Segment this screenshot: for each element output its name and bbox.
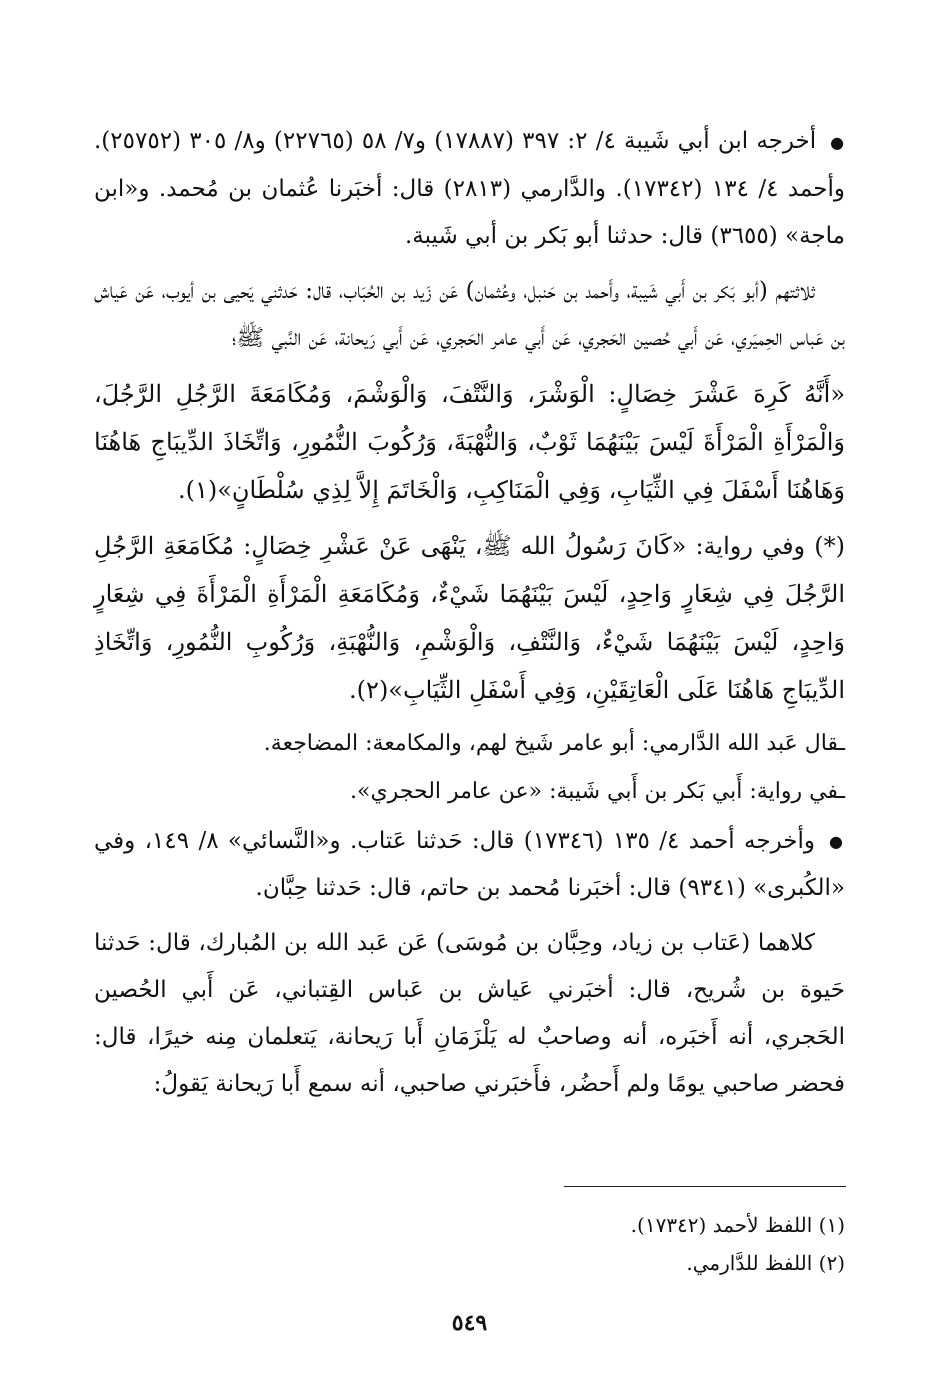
footnote-1: (١) اللفظ لأحمد (١٧٣٤٢). [630,1213,845,1237]
page-number: ٥٤٩ [451,1310,488,1336]
hadith-text-1: «أَنَّهُ كَرِهَ عَشْرَ خِصَالٍ: الْوَشْرَ، وَالنَّتْفَ، وَالْوَشْمَ، وَمُكَامَعَةَ الرَّجُلِ الرَّجُلَ، وَالْمَرْأَةِ الْمَرْأَةَ لَيْسَ بَيْنَهُمَا ثَوْبٌ، وَالنُّهْبَةَ، وَرُكُوبَ النُّمُورِ، وَاتِّخَاذَ الدِّيبَاجِ هَاهُنَا وَهَاهُنَا أَسْفَلَ فِي الثِّيَابِ، وَفِي الْمَنَاكِبِ، وَالْخَاتَمَ إِلاَّ لِذِي سُلْطَانٍ»(١). [94,379,845,504]
footnote-separator [564,1186,846,1187]
footnotes [94,1206,845,1282]
editor-note-1: ـ قال عَبد الله الدَّارمي: أبو عامر شَيخ لهم، والمكامعة: المضاجعة. [94,722,845,766]
editor-note-2: ـ في رواية: أَبي بَكر بن أَبي شَيبة: «عن عامر الحجري». [94,770,845,814]
footnote-2: (٢) اللفظ للدَّارمي. [686,1251,845,1275]
hadith-variant-text: (*) وفي رواية: «كَانَ رَسُولُ الله ﷺ، يَنْهَى عَنْ عَشْرِ خِصَالٍ: مُكَامَعَةِ الرَّجُلِ الرَّجُلَ فِي شِعَارٍ وَاحِدٍ، لَيْسَ بَيْنَهُمَا شَيْءٌ، وَمُكَامَعَةِ الْمَرْأَةِ الْمَرْأَةَ فِي شِعَارٍ وَاحِدٍ، لَيْسَ بَيْنَهُمَا شَيْءٌ، وَالنَّتْفِ، وَالْوَشْمِ، وَالنُّهْبَةِ، وَرُكُوبِ النُّمُورِ، وَاتِّخَاذِ الدِّيبَاجِ هَاهُنَا عَلَى الْعَاتِقَيْنِ، وَفِي أَسْفَلِ الثِّيَابِ»(٢). [94,531,845,704]
isnad-paragraph-2: كلاهما (عَتاب بن زياد، وحِبَّان بن مُوسَى) عَن عَبد الله بن المُبارك، قال: حَدثنا حَيوة بن شُريح، قال: أخبَرني عَياش بن عَباس القِتباني، عَن أَبي الحُصين الحَجري، أنه أَخبَره، أنه وصاحبٌ له يَلْزَمَانِ أَبا رَيحانة، يَتعلمان مِنه خيرًا، قال: فحضر صاحبي يومًا ولم أَحضُر، فأَخبَرني صاحبي، أنه سمع أَبا رَيحانة يَقولُ: [94,930,845,1097]
takhrij-paragraph-2: ● وأخرجه أحمد ٤/ ١٣٥ (١٧٣٤٦) قال: حَدثنا عَتاب. و«النَّسائي» ٨/ ١٤٩، وفي «الكُبرى» (٩٣٤١) قال: أخبَرنا مُحمد بن حاتم، قال: حَدثنا حِبَّان. [94,818,845,913]
takhrij-paragraph-1: ● أخرجه ابن أبي شَيبة ٤/ ٢: ٣٩٧ (١٧٨٨٧) و٧/ ٥٨ (٢٢٧٦٥) و٨/ ٣٠٥ (٢٥٧٥٢). وأحمد ٤/ ١٣٤ (١٧٣٤٢). والدَّارمي (٢٨١٣) قال: أخبَرنا عُثمان بن مُحمد. و«ابن ماجة» (٣٦٥٥) قال: حدثنا أبو بَكر بن أبي شَيبة. [94,118,845,260]
main-text [94,118,845,1108]
isnad-paragraph-1: ثلاثتهم (أبو بَكر بن أَبي شَيبة، وأَحمد بن حَنبل، وعُثمان) عَن زَيد بن الحُبَاب، قال: حَدثني يَحيى بن أيوب، عَن عَياش بن عَباس الحِميَري، عَن أَبي حُصين الحَجري، عَن أَبي عامر الحَجري، عَن أَبي رَيحانة، عَن النَّبي ﷺ؛ [94,277,845,351]
